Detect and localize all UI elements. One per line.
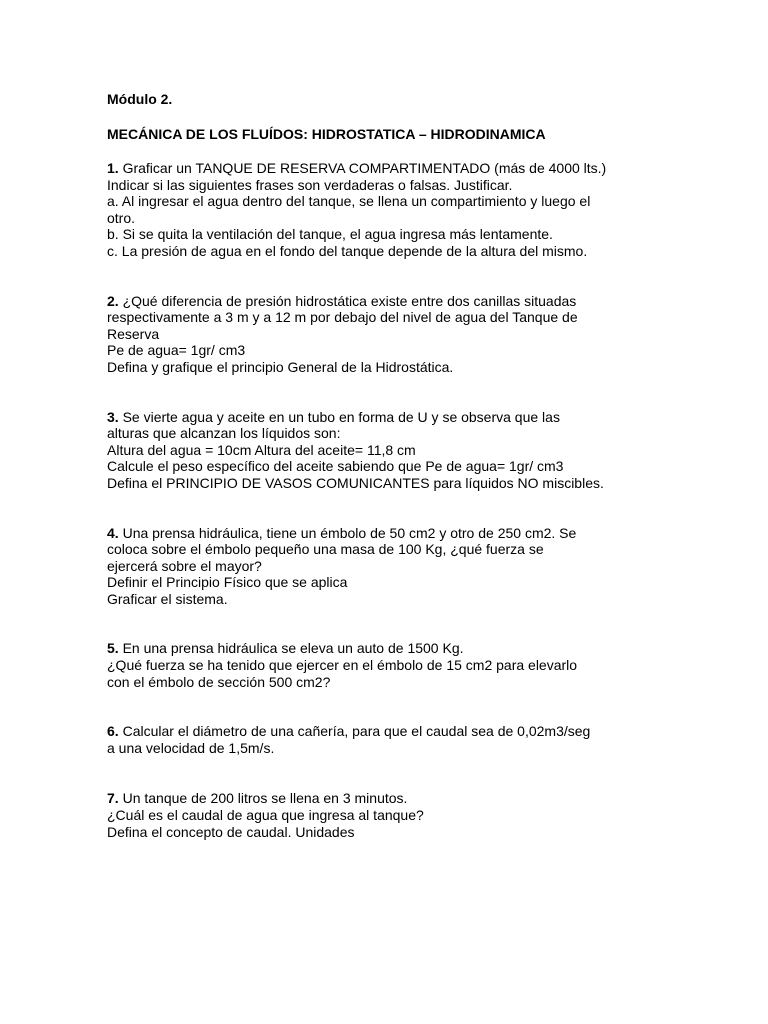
exercise-line [107,409,727,426]
exercise-line: con el émbolo de sección 500 cm2? [107,673,331,690]
exercise-text: Calcular el diámetro de una cañería, para que el caudal sea de 0,02m3/seg [118,723,591,740]
exercise-line: Calcule el peso específico del aceite sabiendo que Pe de agua= 1gr/ cm3 [107,458,564,475]
exercise-line: Defina y grafique el principio General de la Hidrostática. [107,358,454,375]
exercise-line: ejercerá sobre el mayor? [107,557,262,574]
exercise-line: otro. [107,209,136,226]
exercise-line: ¿Cuál es el caudal de agua que ingresa al tanque? [107,807,424,824]
exercise-line: Defina el PRINCIPIO DE VASOS COMUNICANTES para líquidos NO miscibles. [107,474,604,491]
exercise-line: Defina el concepto de caudal. Unidades [107,823,355,840]
exercise-line: respectivamente a 3 m y a 12 m por debajo del nivel de agua del Tanque de [107,309,578,326]
exercise-number: 7. [107,790,119,807]
exercise-line [107,640,727,657]
exercise-number: 2. [107,292,119,309]
exercise-number: 5. [107,640,119,657]
exercise-number: 4. [107,524,119,541]
section-title: MECÁNICA DE LOS FLUÍDOS: HIDROSTATICA – HIDRODINAMICA [107,126,546,142]
exercise-line: b. Si se quita la ventilación del tanque, el agua ingresa más lentamente. [107,226,553,243]
exercise-number: 1. [107,160,119,176]
exercise-line: ¿Qué fuerza se ha tenido que ejercer en el émbolo de 15 cm2 para elevarlo [107,657,578,674]
exercise-2 [107,293,727,376]
exercise-text: Se vierte agua y aceite en un tubo en forma de U y se observa que las [118,408,560,425]
exercise-7 [107,790,727,840]
exercise-line [107,160,727,177]
exercise-text: Una prensa hidráulica, tiene un émbolo de 50 cm2 y otro de 250 cm2. Se [118,524,577,541]
exercise-number: 3. [107,408,119,425]
exercise-line: alturas que alcanzan los líquidos son: [107,425,341,442]
exercise-line: Graficar el sistema. [107,590,228,607]
exercise-line [107,790,727,807]
exercise-line [107,723,727,740]
exercise-line [107,293,727,310]
exercise-6 [107,723,727,756]
exercise-line: Pe de agua= 1gr/ cm3 [107,342,246,359]
exercise-1 [107,160,727,260]
module-title: Módulo 2. [107,91,173,107]
document-page [107,91,727,840]
exercise-text: Un tanque de 200 litros se llena en 3 minutos. [118,790,408,807]
exercise-3 [107,409,727,492]
exercise-text: Graficar un TANQUE DE RESERVA COMPARTIMENTADO (más de 4000 lts.) [118,160,607,176]
exercise-line: coloca sobre el émbolo pequeño una masa de 100 Kg, ¿qué fuerza se [107,541,544,558]
exercise-text: ¿Qué diferencia de presión hidrostática existe entre dos canillas situadas [118,292,577,309]
exercise-4 [107,525,727,608]
exercise-line: Definir el Principio Físico que se aplica [107,574,348,591]
exercise-line: a una velocidad de 1,5m/s. [107,739,275,756]
exercise-5 [107,640,727,690]
exercise-line: c. La presión de agua en el fondo del tanque depende de la altura del mismo. [107,242,588,259]
exercise-line: a. Al ingresar el agua dentro del tanque, se llena un compartimiento y luego el [107,193,591,210]
exercise-line: Altura del agua = 10cm Altura del aceite= 11,8 cm [107,441,416,458]
exercise-text: En una prensa hidráulica se eleva un auto de 1500 Kg. [118,640,464,657]
exercise-line: Indicar si las siguientes frases son verdaderas o falsas. Justificar. [107,176,513,193]
exercise-number: 6. [107,723,119,740]
exercise-line: Reserva [107,325,160,342]
exercise-line [107,525,727,542]
